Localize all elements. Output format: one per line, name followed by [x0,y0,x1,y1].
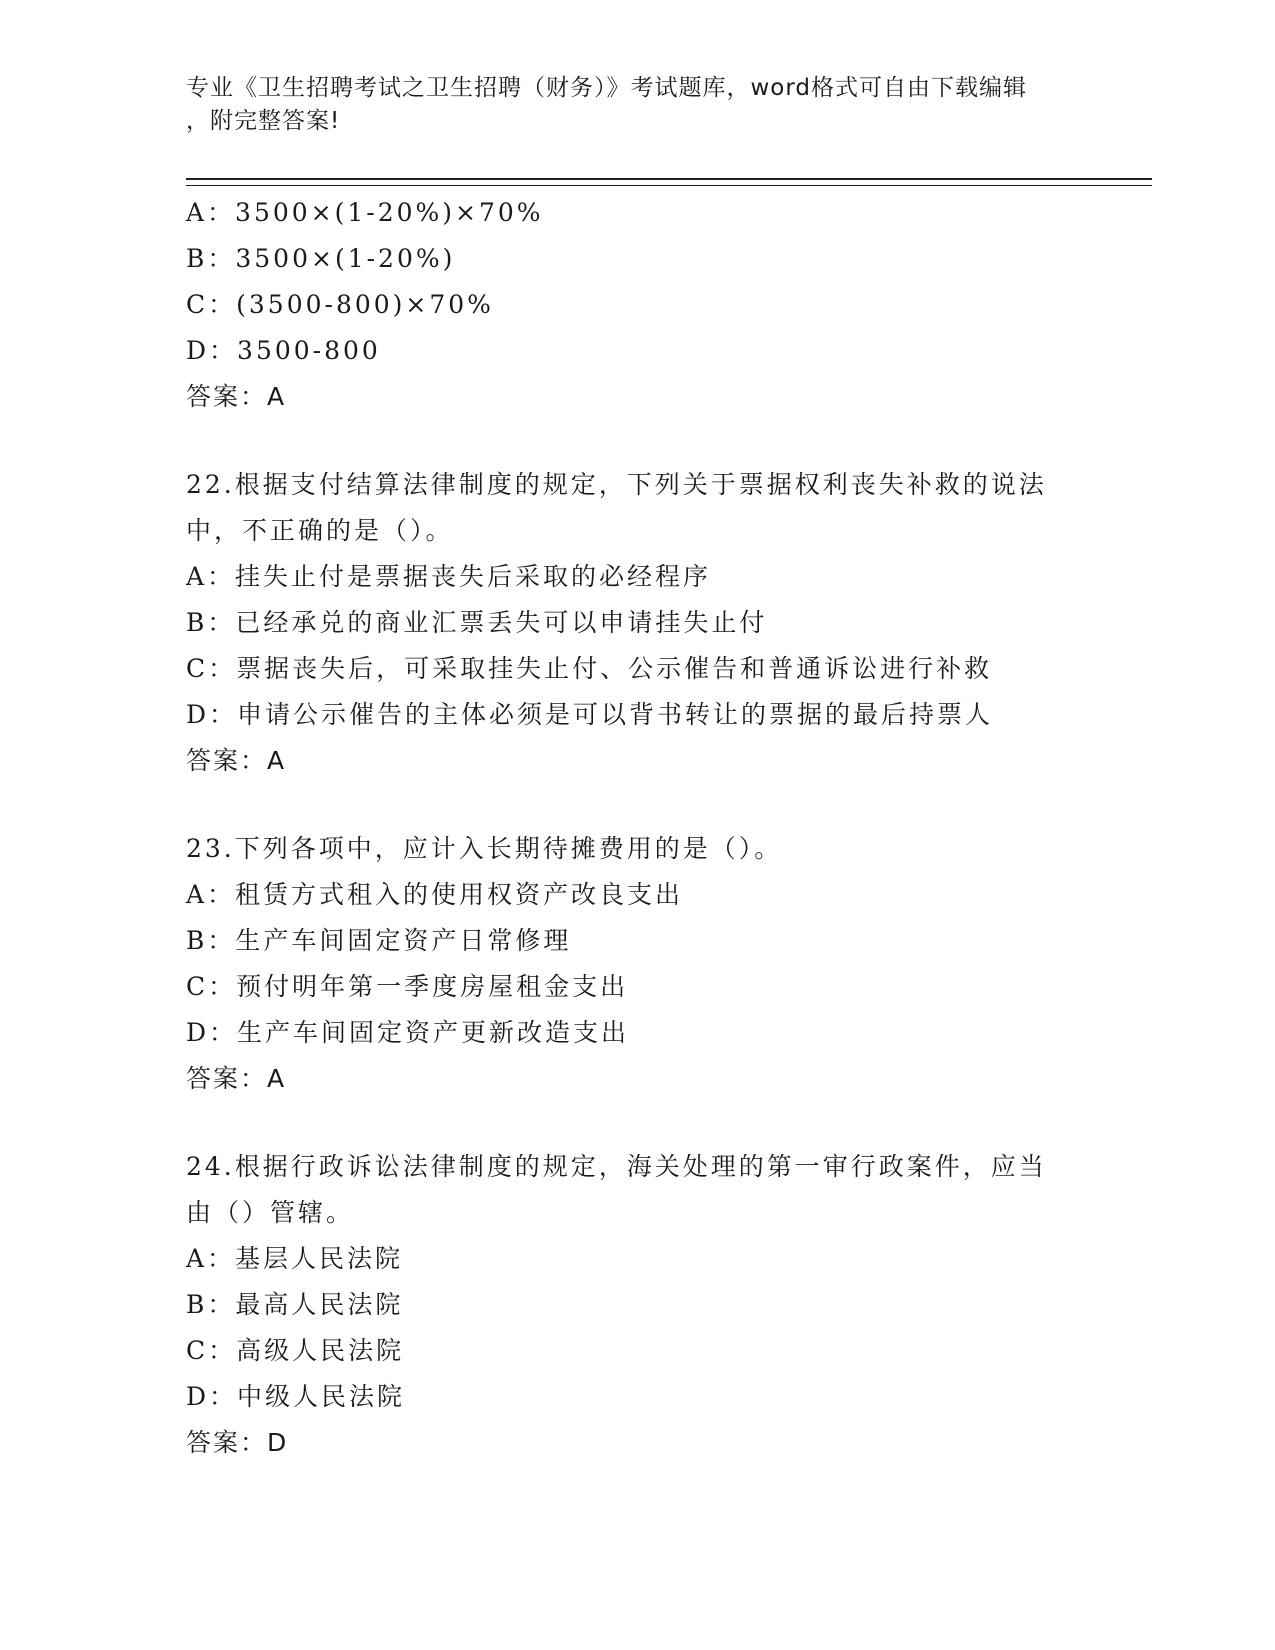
option-b: B：最高人民法院 [186,1290,404,1319]
answer: 答案：A [186,382,287,411]
question-stem-line-1: 22.根据支付结算法律制度的规定，下列关于票据权利丧失补救的说法 [186,470,1047,499]
answer: 答案：A [186,746,287,775]
answer: 答案：D [186,1428,289,1457]
option-c: C：预付明年第一季度房屋租金支出 [186,972,629,1001]
option-b: B：生产车间固定资产日常修理 [186,926,572,955]
question-22 [186,462,1086,784]
option-a: A：基层人民法院 [186,1244,404,1273]
question-24 [186,1144,1086,1466]
question-stem-line-2: 中，不正确的是（）。 [186,516,454,545]
option-c: C：票据丧失后，可采取挂失止付、公示催告和普通诉讼进行补救 [186,654,993,683]
option-d: D：中级人民法院 [186,1382,406,1411]
option-d: D：3500-800 [186,336,381,365]
document-body [186,190,1086,1466]
option-d: D：申请公示催告的主体必须是可以背书转让的票据的最后持票人 [186,700,994,729]
option-d: D：生产车间固定资产更新改造支出 [186,1018,630,1047]
header-line-2: ，附完整答案! [186,108,341,134]
option-a: A：3500×(1-20%)×70% [186,198,544,227]
question-stem [186,826,1076,872]
option-c: C：高级人民法院 [186,1336,405,1365]
option-a: A：租赁方式租入的使用权资产改良支出 [186,880,684,909]
question-stem-line-2: 由（）管辖。 [186,1198,355,1227]
question-stem-line-1: 24.根据行政诉讼法律制度的规定，海关处理的第一审行政案件，应当 [186,1152,1047,1181]
header-line-1: 专业《卫生招聘考试之卫生招聘（财务）》考试题库，word格式可自由下载编辑 [186,75,1028,101]
option-a: A：挂失止付是票据丧失后采取的必经程序 [186,562,712,591]
option-b: B：3500×(1-20%) [186,244,456,273]
question-stem [186,1144,1076,1236]
page-header [186,72,1086,138]
header-divider [186,178,1152,186]
option-b: B：已经承兑的商业汇票丢失可以申请挂失止付 [186,608,768,637]
answer: 答案：A [186,1064,287,1093]
question-23 [186,826,1086,1102]
option-c: C：(3500-800)×70% [186,290,494,319]
question-stem [186,462,1076,554]
question-stem-line-1: 23.下列各项中，应计入长期待摊费用的是（）。 [186,834,783,863]
partial-question [186,190,1086,420]
